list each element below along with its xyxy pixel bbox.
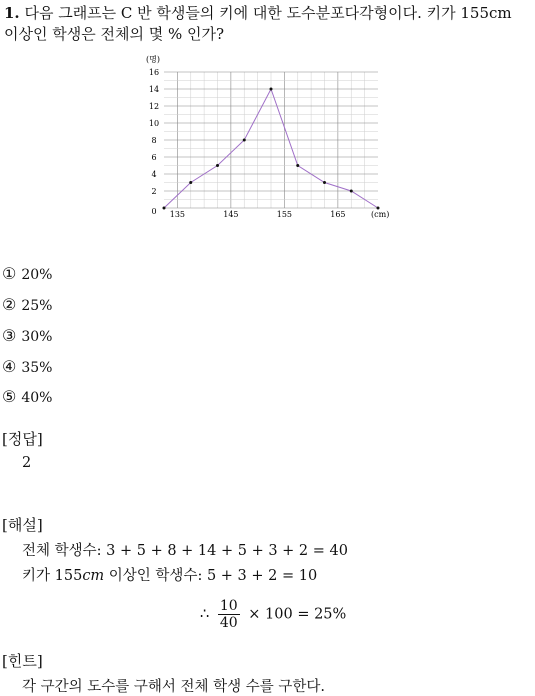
data-point: [163, 207, 166, 210]
hint-text: 각 구간의 도수를 구해서 전체 학생 수를 구한다.: [22, 679, 326, 695]
question-text-1: 다음 그래프는 C 반 학생들의 키에 대한 도수분포다각형이다. 키가 155cm: [24, 4, 512, 22]
data-point: [189, 181, 192, 184]
x-tick-label: 145: [223, 210, 239, 219]
choice-text: 20%: [21, 267, 53, 283]
therefore-symbol: ∴: [200, 606, 210, 623]
fraction-numerator: 10: [219, 598, 238, 614]
data-point: [350, 190, 353, 193]
choice-marker: ④: [2, 357, 17, 376]
data-point: [296, 164, 299, 167]
hint-label: [힌트]: [2, 652, 43, 670]
explanation-label: [해설]: [2, 516, 43, 534]
y-tick-label: 8: [151, 136, 157, 145]
y-tick-label: 12: [148, 102, 160, 111]
y-tick-label: 0: [151, 207, 157, 216]
x-tick-label: 155: [276, 210, 293, 219]
question-line-2: 이상인 학생은 전체의 몇 % 인가?: [4, 25, 225, 43]
y-tick-label: 16: [148, 68, 160, 77]
question-number: 1.: [4, 4, 20, 22]
y-tick-labels: [149, 68, 159, 216]
x-tick-label: 165: [330, 210, 346, 219]
explanation-line-2: [22, 564, 317, 585]
explanation-line-1: 전체 학생수: 3 + 5 + 8 + 14 + 5 + 3 + 2 = 40: [22, 543, 348, 559]
explanation-line-2-prefix: 키가 155: [22, 568, 83, 584]
y-tick-label: 2: [151, 187, 157, 196]
data-point: [243, 139, 246, 142]
fraction: [218, 598, 240, 631]
choice-item[interactable]: [2, 357, 52, 376]
data-point: [323, 181, 326, 184]
choice-marker: ①: [2, 264, 17, 283]
choice-text: 40%: [21, 390, 53, 406]
choice-text: 35%: [21, 360, 53, 376]
question-line-1: [4, 2, 512, 23]
frequency-polygon-chart: [140, 50, 400, 225]
x-tick-labels: [170, 210, 346, 219]
choice-item[interactable]: [2, 326, 52, 345]
choice-text: 25%: [21, 298, 53, 314]
choice-item[interactable]: [2, 295, 52, 314]
answer-label: [정답]: [2, 430, 43, 448]
choice-item[interactable]: [2, 387, 52, 406]
choice-marker: ③: [2, 326, 17, 345]
y-tick-label: 6: [151, 153, 157, 162]
y-tick-label: 14: [148, 85, 160, 94]
choice-item[interactable]: [2, 264, 52, 283]
choice-marker: ⑤: [2, 387, 17, 406]
explanation-unit: cm: [82, 568, 105, 584]
explanation-line-2-suffix: 이상인 학생수: 5 + 3 + 2 = 10: [104, 568, 318, 584]
y-tick-label: 10: [148, 119, 160, 128]
data-point: [216, 164, 219, 167]
explanation-formula: [200, 598, 346, 631]
answer-value: 2: [22, 455, 32, 471]
x-axis-label: (cm): [371, 210, 390, 219]
choice-marker: ②: [2, 295, 17, 314]
formula-result: × 100 = 25%: [248, 606, 347, 623]
choice-text: 30%: [21, 329, 53, 345]
y-axis-label: (명): [146, 55, 160, 64]
fraction-denominator: 40: [219, 615, 238, 631]
y-tick-label: 4: [151, 170, 157, 179]
x-tick-label: 135: [169, 210, 186, 219]
data-point: [270, 88, 273, 91]
